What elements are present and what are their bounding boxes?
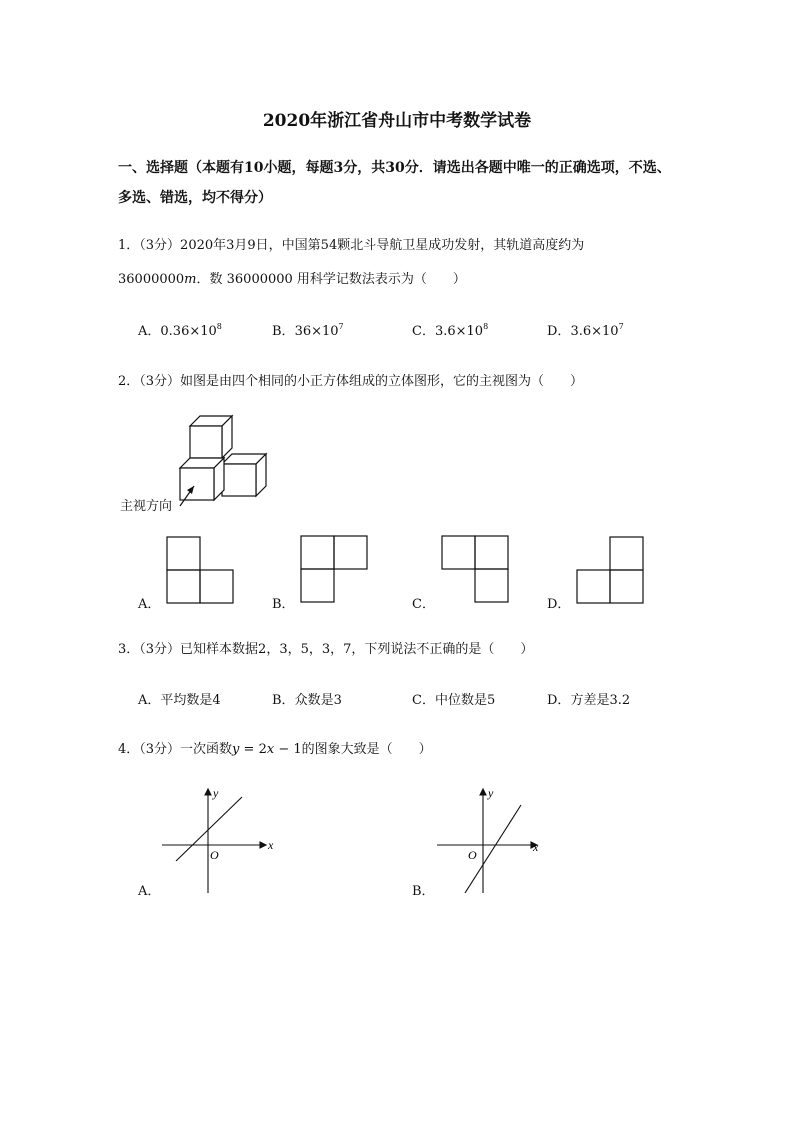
origin-label: O [210, 848, 219, 862]
q1-question: ．数 36000000 用科学记数法表示为（ ） [196, 272, 466, 287]
q1-text-line1: 1．（3分）2020年3月9日，中国第54颗北斗导航卫星成功发射，其轨道高度约为 [118, 238, 585, 253]
q4-text: 4．（3分）一次函数y = 2x − 1的图象大致是（ ） [118, 742, 432, 757]
q1-option-d[interactable]: D．$3.6\times 10^7$ [547, 322, 624, 339]
y-axis-arrow [205, 789, 211, 795]
q1-option-a[interactable]: A．$0.36\times 10^8$ [138, 322, 222, 339]
q2-option-c-figure[interactable] [441, 535, 509, 603]
q2-option-a-figure[interactable] [166, 536, 234, 604]
x-axis-label: x [533, 840, 539, 854]
x-axis-label: x [268, 838, 274, 852]
q2-text: 2．（3分）如图是由四个相同的小正方体组成的立体图形，它的主视图为（ ） [118, 374, 584, 389]
y-axis-label: y [213, 786, 219, 800]
section-heading-line1: 一、选择题（本题有10小题，每题3分，共30分．请选出各题中唯一的正确选项，不选、 [118, 160, 671, 176]
q1-text-line2 [118, 268, 466, 287]
q4-option-b-graph[interactable] [435, 785, 550, 895]
q3-option-d[interactable]: D．方差是3.2 [547, 693, 631, 708]
q2-option-d-figure[interactable] [576, 536, 644, 604]
y-axis-label: y [488, 786, 494, 800]
q3-option-c[interactable]: C．中位数是5 [412, 693, 496, 708]
section-heading-line2: 多选、错选，均不得分） [118, 190, 272, 206]
q2-cube-figure [170, 410, 280, 510]
y-axis-arrow [480, 789, 486, 795]
q1-option-b[interactable]: B．$36\times 10^7$ [272, 322, 344, 339]
x-axis-arrow [260, 842, 266, 848]
page-title: 2020年浙江省舟山市中考数学试卷 [262, 111, 532, 131]
q4-option-a-label[interactable]: A． [138, 884, 161, 899]
q1-unit: m [184, 272, 197, 287]
function-line [176, 797, 242, 861]
q4-option-a-graph[interactable] [160, 785, 275, 895]
view-direction-label: 主视方向 [120, 499, 173, 514]
origin-label: O [468, 848, 477, 862]
q1-number: 36000000 [118, 272, 185, 287]
q3-option-b[interactable]: B．众数是3 [272, 693, 342, 708]
q2-option-a-label[interactable]: A． [138, 597, 161, 612]
q2-option-d-label[interactable]: D． [547, 597, 571, 612]
q2-option-b-label[interactable]: B． [272, 597, 295, 612]
q1-option-c[interactable]: C．$3.6\times 10^8$ [412, 322, 489, 339]
q4-option-b-label[interactable]: B． [412, 884, 435, 899]
q3-option-a[interactable]: A．平均数是4 [138, 693, 221, 708]
q2-option-c-label[interactable]: C． [412, 597, 435, 612]
q3-text: 3．（3分）已知样本数据2，3，5，3，7，下列说法不正确的是（ ） [118, 642, 534, 657]
q2-option-b-figure[interactable] [300, 535, 368, 603]
